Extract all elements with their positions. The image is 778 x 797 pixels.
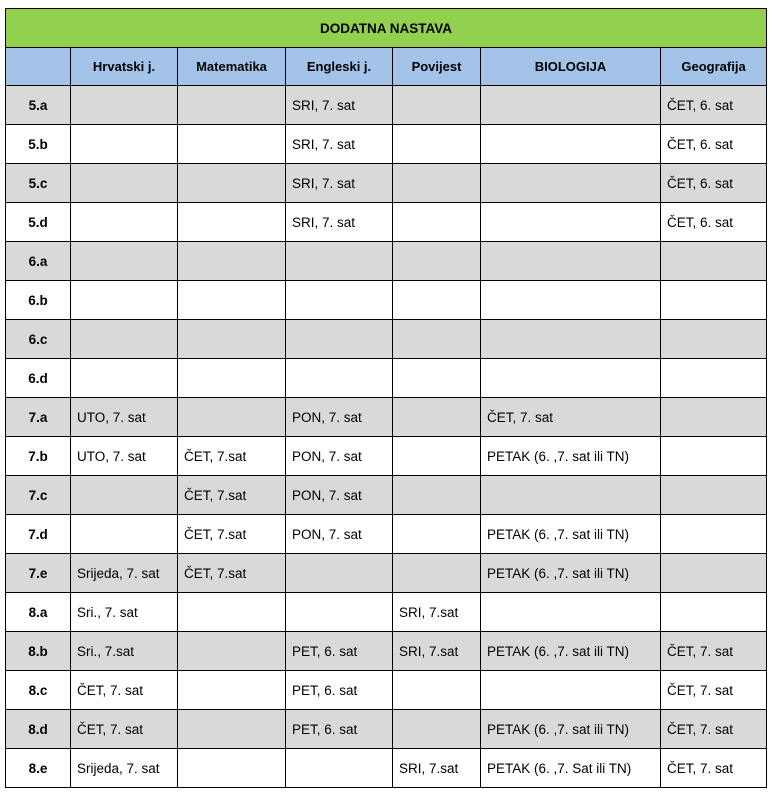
schedule-cell: SRI, 7. sat	[286, 164, 393, 203]
schedule-cell	[661, 398, 767, 437]
schedule-cell: PON, 7. sat	[286, 398, 393, 437]
schedule-cell: Srijeda, 7. sat	[71, 554, 178, 593]
schedule-cell	[286, 359, 393, 398]
row-class-label: 8.c	[6, 671, 71, 710]
schedule-cell: ČET, 6. sat	[661, 203, 767, 242]
schedule-cell	[393, 281, 481, 320]
table-body	[6, 86, 767, 788]
header-row	[6, 48, 767, 86]
schedule-cell: SRI, 7. sat	[286, 203, 393, 242]
schedule-cell: UTO, 7. sat	[71, 437, 178, 476]
schedule-cell	[481, 242, 661, 281]
schedule-cell	[178, 710, 286, 749]
schedule-cell: SRI, 7. sat	[286, 86, 393, 125]
schedule-cell	[71, 359, 178, 398]
row-class-label: 5.c	[6, 164, 71, 203]
schedule-cell: ČET, 7.sat	[178, 515, 286, 554]
schedule-cell: PETAK (6. ,7. Sat ili TN)	[481, 749, 661, 788]
schedule-cell: ČET, 7. sat	[661, 749, 767, 788]
schedule-cell: PETAK (6. ,7. sat ili TN)	[481, 632, 661, 671]
table-row	[6, 203, 767, 242]
schedule-cell	[178, 359, 286, 398]
schedule-cell	[178, 632, 286, 671]
schedule-cell: ČET, 6. sat	[661, 86, 767, 125]
schedule-cell: Sri., 7. sat	[71, 593, 178, 632]
schedule-cell	[178, 320, 286, 359]
schedule-cell: ČET, 6. sat	[661, 125, 767, 164]
schedule-cell	[481, 320, 661, 359]
schedule-cell	[393, 86, 481, 125]
schedule-cell	[178, 125, 286, 164]
schedule-cell	[393, 203, 481, 242]
schedule-cell	[178, 86, 286, 125]
schedule-cell: ČET, 7. sat	[661, 632, 767, 671]
schedule-cell	[481, 164, 661, 203]
row-class-label: 5.d	[6, 203, 71, 242]
table-row	[6, 281, 767, 320]
schedule-cell	[178, 164, 286, 203]
column-header-class	[6, 48, 71, 86]
schedule-cell	[71, 320, 178, 359]
schedule-cell	[393, 320, 481, 359]
schedule-cell: SRI, 7.sat	[393, 593, 481, 632]
schedule-cell: PETAK (6. ,7. sat ili TN)	[481, 437, 661, 476]
table-row	[6, 242, 767, 281]
column-header-biologija: BIOLOGIJA	[481, 48, 661, 86]
schedule-cell	[661, 359, 767, 398]
schedule-cell	[481, 476, 661, 515]
schedule-table	[5, 8, 767, 788]
schedule-cell	[71, 476, 178, 515]
row-class-label: 7.c	[6, 476, 71, 515]
schedule-cell	[661, 515, 767, 554]
row-class-label: 6.a	[6, 242, 71, 281]
row-class-label: 7.a	[6, 398, 71, 437]
schedule-cell: UTO, 7. sat	[71, 398, 178, 437]
column-header-povijest: Povijest	[393, 48, 481, 86]
schedule-cell	[481, 359, 661, 398]
schedule-cell	[178, 398, 286, 437]
schedule-cell	[393, 437, 481, 476]
table-row	[6, 86, 767, 125]
schedule-cell: SRI, 7.sat	[393, 632, 481, 671]
schedule-cell: PET, 6. sat	[286, 632, 393, 671]
schedule-cell	[481, 671, 661, 710]
schedule-cell	[393, 671, 481, 710]
schedule-cell	[393, 554, 481, 593]
row-class-label: 8.e	[6, 749, 71, 788]
title-row	[6, 9, 767, 48]
schedule-cell	[286, 242, 393, 281]
schedule-cell	[286, 320, 393, 359]
schedule-cell	[481, 593, 661, 632]
schedule-cell	[393, 164, 481, 203]
schedule-cell	[286, 554, 393, 593]
schedule-cell: PON, 7. sat	[286, 437, 393, 476]
table-row	[6, 320, 767, 359]
table-row	[6, 125, 767, 164]
schedule-cell	[178, 593, 286, 632]
schedule-cell	[178, 749, 286, 788]
schedule-cell	[71, 164, 178, 203]
schedule-cell	[286, 749, 393, 788]
table-title: DODATNA NASTAVA	[6, 9, 767, 48]
schedule-cell	[393, 476, 481, 515]
row-class-label: 6.d	[6, 359, 71, 398]
schedule-cell: PET, 6. sat	[286, 710, 393, 749]
row-class-label: 5.a	[6, 86, 71, 125]
table-row	[6, 593, 767, 632]
row-class-label: 6.b	[6, 281, 71, 320]
table-row	[6, 164, 767, 203]
column-header-matematika: Matematika	[178, 48, 286, 86]
row-class-label: 6.c	[6, 320, 71, 359]
schedule-cell	[661, 437, 767, 476]
row-class-label: 7.b	[6, 437, 71, 476]
schedule-sheet	[5, 8, 766, 788]
schedule-cell: ČET, 7. sat	[661, 671, 767, 710]
table-row	[6, 359, 767, 398]
schedule-cell	[178, 281, 286, 320]
schedule-cell	[393, 710, 481, 749]
schedule-cell	[661, 320, 767, 359]
column-header-hrvatski: Hrvatski j.	[71, 48, 178, 86]
schedule-cell	[481, 203, 661, 242]
schedule-cell	[71, 515, 178, 554]
schedule-cell: ČET, 6. sat	[661, 164, 767, 203]
schedule-cell	[393, 359, 481, 398]
schedule-cell: ČET, 7. sat	[71, 710, 178, 749]
schedule-cell	[393, 242, 481, 281]
table-row	[6, 710, 767, 749]
column-header-engleski: Engleski j.	[286, 48, 393, 86]
schedule-cell	[393, 125, 481, 164]
row-class-label: 7.d	[6, 515, 71, 554]
schedule-cell: PON, 7. sat	[286, 515, 393, 554]
table-row	[6, 398, 767, 437]
schedule-cell: PET, 6. sat	[286, 671, 393, 710]
table-row	[6, 476, 767, 515]
row-class-label: 5.b	[6, 125, 71, 164]
schedule-cell: ČET, 7. sat	[481, 398, 661, 437]
table-row	[6, 515, 767, 554]
schedule-cell: SRI, 7.sat	[393, 749, 481, 788]
table-row	[6, 554, 767, 593]
schedule-cell	[481, 86, 661, 125]
schedule-cell	[481, 281, 661, 320]
schedule-cell	[286, 593, 393, 632]
column-header-geografija: Geografija	[661, 48, 767, 86]
schedule-cell: PON, 7. sat	[286, 476, 393, 515]
schedule-cell: PETAK (6. ,7. sat ili TN)	[481, 515, 661, 554]
schedule-cell: Sri., 7.sat	[71, 632, 178, 671]
schedule-cell: SRI, 7. sat	[286, 125, 393, 164]
schedule-cell	[71, 86, 178, 125]
schedule-cell	[178, 242, 286, 281]
row-class-label: 7.e	[6, 554, 71, 593]
schedule-cell: ČET, 7.sat	[178, 476, 286, 515]
row-class-label: 8.b	[6, 632, 71, 671]
schedule-cell	[661, 242, 767, 281]
schedule-cell: ČET, 7. sat	[71, 671, 178, 710]
schedule-cell	[71, 203, 178, 242]
schedule-cell	[71, 242, 178, 281]
table-row	[6, 671, 767, 710]
schedule-cell	[393, 515, 481, 554]
schedule-cell	[661, 554, 767, 593]
schedule-cell: ČET, 7.sat	[178, 554, 286, 593]
table-row	[6, 437, 767, 476]
row-class-label: 8.a	[6, 593, 71, 632]
schedule-cell	[286, 281, 393, 320]
schedule-cell	[661, 281, 767, 320]
row-class-label: 8.d	[6, 710, 71, 749]
schedule-cell	[481, 125, 661, 164]
schedule-cell: Srijeda, 7. sat	[71, 749, 178, 788]
schedule-cell	[661, 476, 767, 515]
schedule-cell	[178, 671, 286, 710]
schedule-cell: PETAK (6. ,7. sat ili TN)	[481, 710, 661, 749]
schedule-cell: ČET, 7.sat	[178, 437, 286, 476]
schedule-cell	[393, 398, 481, 437]
schedule-cell: PETAK (6. ,7. sat ili TN)	[481, 554, 661, 593]
table-row	[6, 632, 767, 671]
schedule-cell	[71, 281, 178, 320]
schedule-cell	[661, 593, 767, 632]
schedule-cell	[71, 125, 178, 164]
schedule-cell	[178, 203, 286, 242]
schedule-cell: ČET, 7. sat	[661, 710, 767, 749]
table-row	[6, 749, 767, 788]
